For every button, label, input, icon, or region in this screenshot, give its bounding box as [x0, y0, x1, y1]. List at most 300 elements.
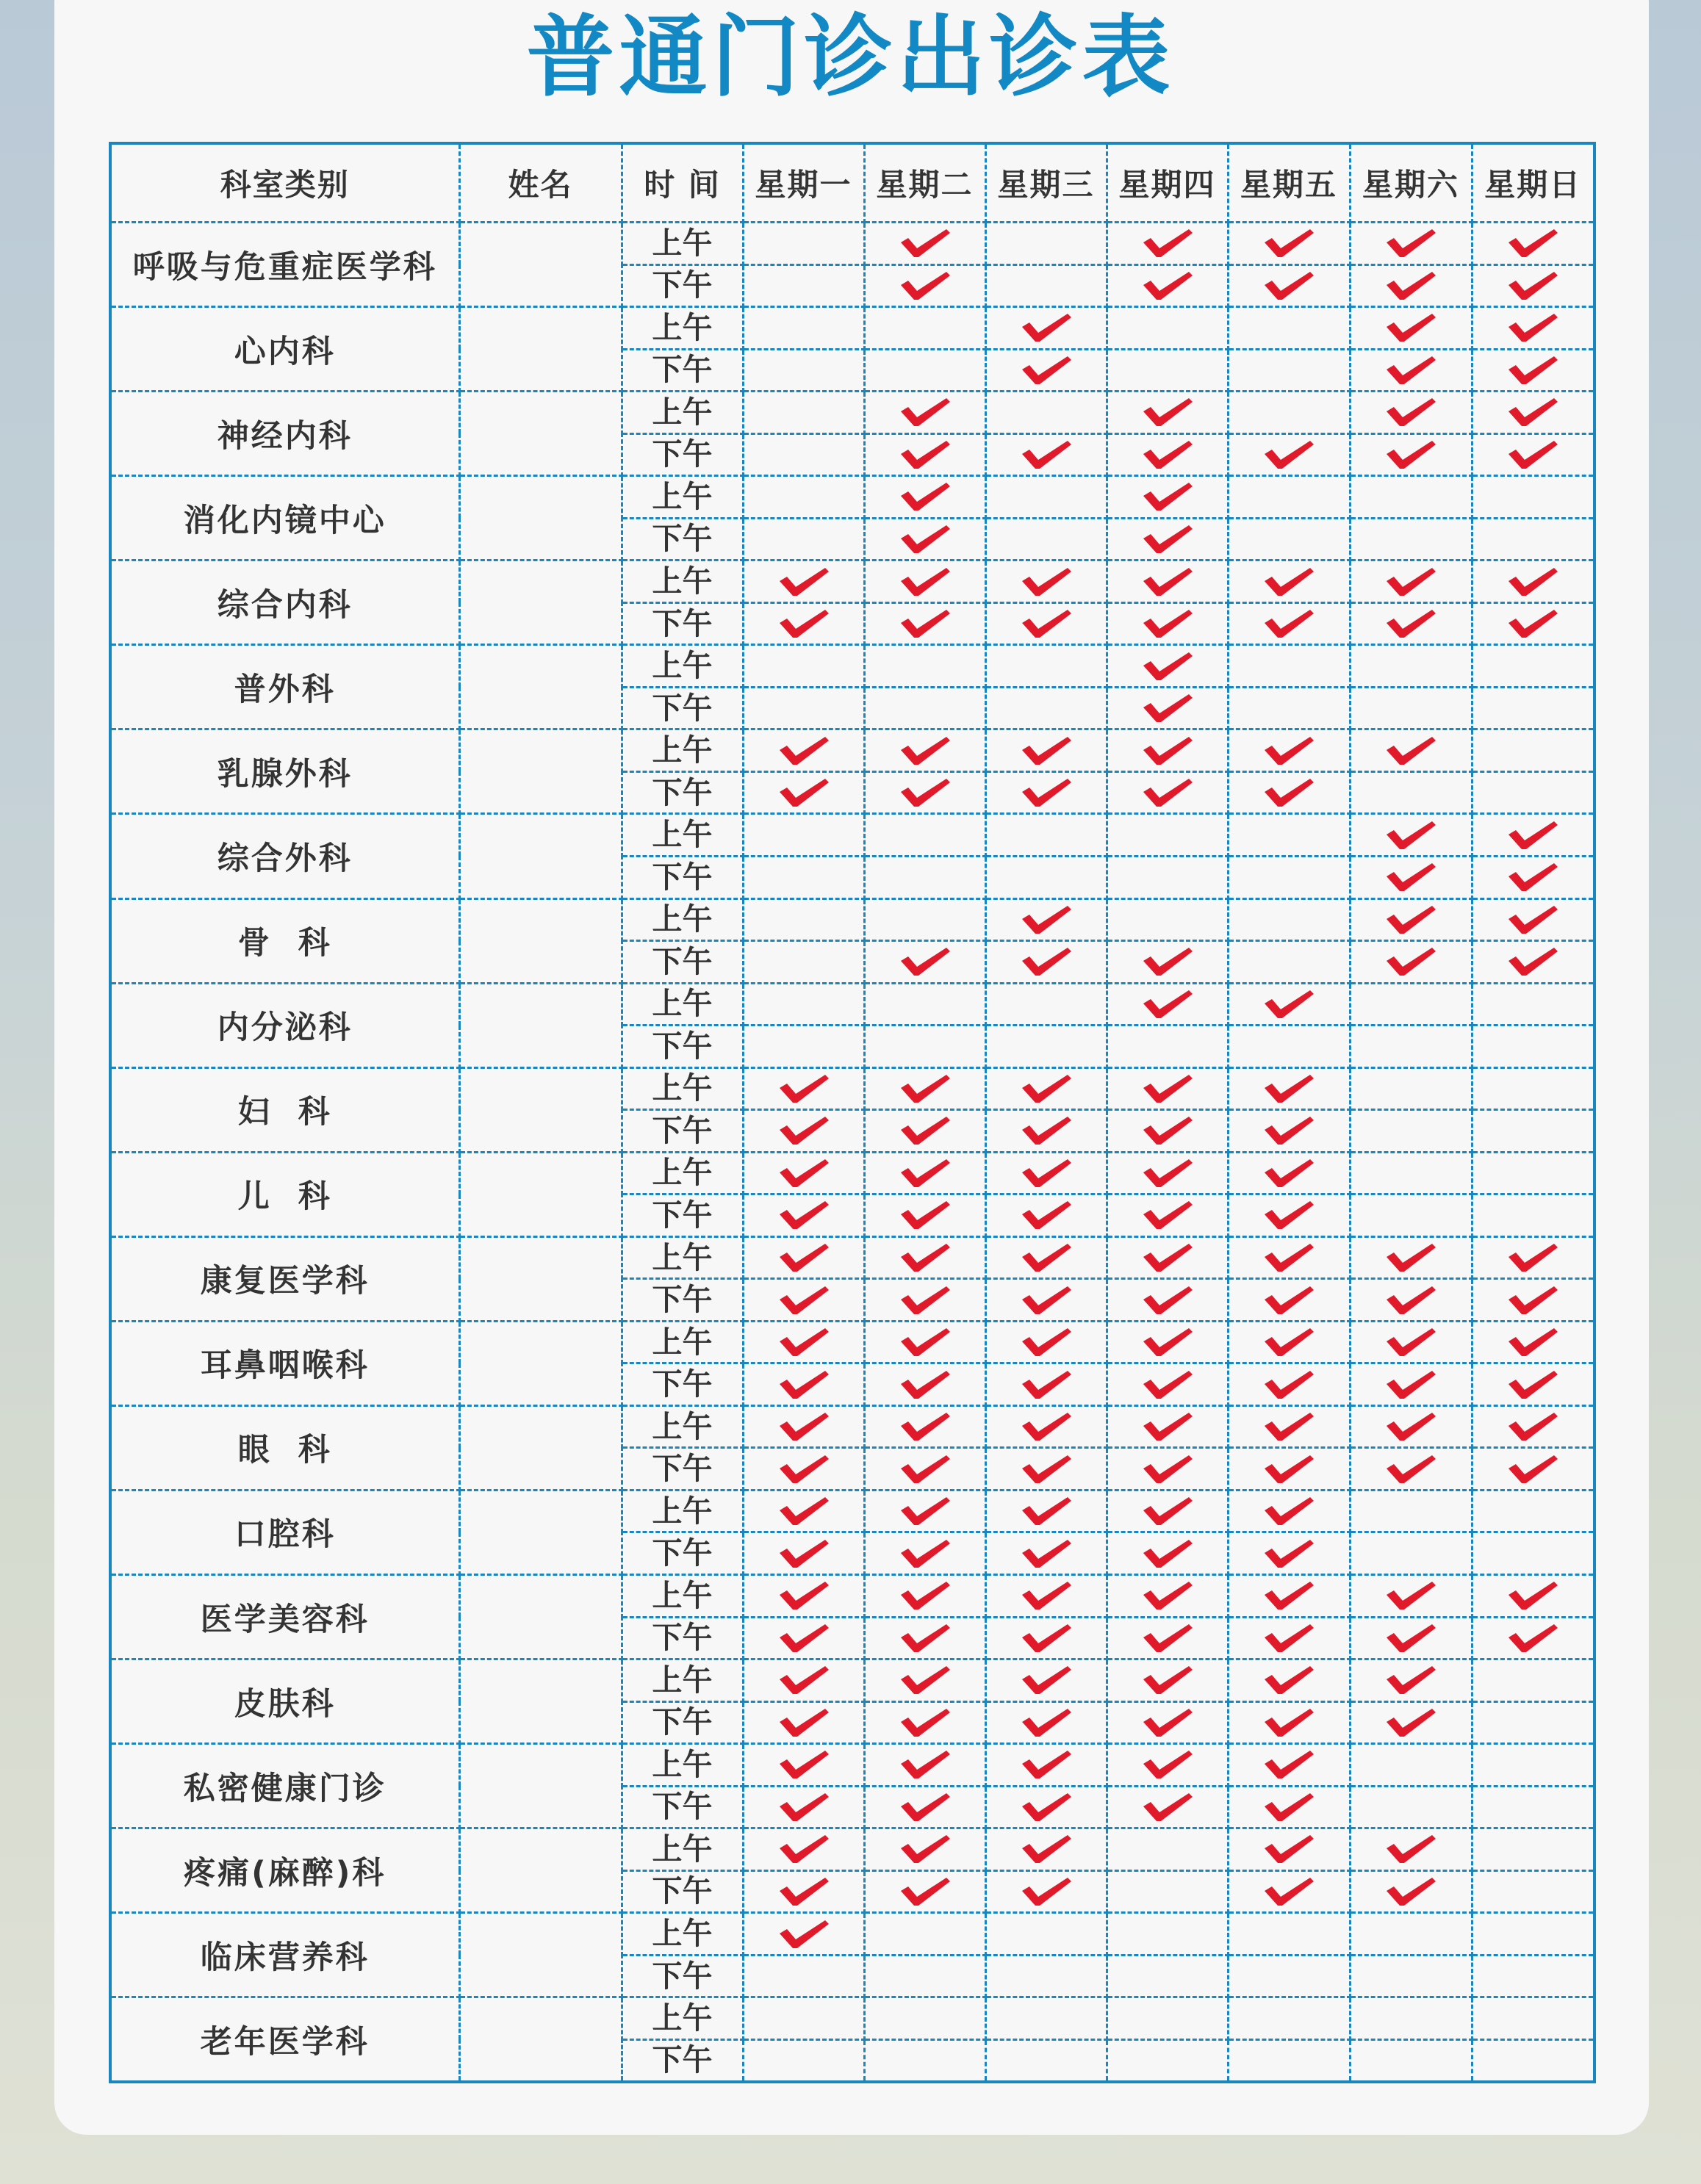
- schedule-cell: [1472, 1532, 1594, 1575]
- schedule-cell: [985, 771, 1107, 814]
- schedule-cell: [1350, 433, 1472, 476]
- check-icon: [1140, 269, 1195, 303]
- schedule-row: [110, 1575, 1594, 1618]
- check-icon: [1019, 1494, 1074, 1528]
- department-name: 医学美容科: [110, 1575, 459, 1659]
- schedule-cell: [743, 1067, 864, 1110]
- schedule-cell: [1107, 2039, 1228, 2082]
- schedule-cell: [1350, 1870, 1472, 1913]
- doctor-name-cell: [459, 983, 622, 1067]
- doctor-name-cell: [459, 1744, 622, 1828]
- period-pm: 下午: [622, 856, 743, 898]
- schedule-cell: [743, 1617, 864, 1659]
- schedule-cell: [864, 392, 985, 434]
- department-name: 疼痛(麻醉)科: [110, 1828, 459, 1913]
- check-icon: [1019, 1114, 1074, 1147]
- schedule-cell: [1107, 1659, 1228, 1702]
- schedule-cell: [1350, 1448, 1472, 1491]
- schedule-table: [109, 142, 1596, 2083]
- check-icon: [1019, 1832, 1074, 1866]
- schedule-cell: [864, 687, 985, 729]
- check-icon: [898, 945, 952, 979]
- check-icon: [1384, 945, 1438, 979]
- check-icon: [1019, 903, 1074, 937]
- check-icon: [1019, 1621, 1074, 1655]
- check-icon: [1384, 1579, 1438, 1612]
- check-icon: [1019, 565, 1074, 599]
- schedule-cell: [743, 645, 864, 688]
- department-name: 消化内镜中心: [110, 476, 459, 561]
- schedule-cell: [1472, 1236, 1594, 1279]
- check-icon: [898, 607, 952, 641]
- schedule-cell: [1107, 1532, 1228, 1575]
- schedule-cell: [864, 1067, 985, 1110]
- schedule-cell: [864, 729, 985, 772]
- schedule-cell: [743, 941, 864, 984]
- schedule-cell: [864, 898, 985, 941]
- schedule-cell: [743, 264, 864, 307]
- schedule-cell: [1350, 771, 1472, 814]
- check-icon: [1506, 607, 1560, 641]
- check-icon: [1384, 395, 1438, 429]
- check-icon: [1140, 987, 1195, 1021]
- check-icon: [1384, 311, 1438, 345]
- check-icon: [1019, 1537, 1074, 1571]
- check-icon: [1384, 1875, 1438, 1909]
- schedule-cell: [864, 1405, 985, 1448]
- check-icon: [1140, 1706, 1195, 1740]
- schedule-cell: [1350, 1955, 1472, 1997]
- check-icon: [1384, 1663, 1438, 1697]
- schedule-cell: [1107, 1997, 1228, 2040]
- period-pm: 下午: [622, 349, 743, 392]
- check-icon: [1506, 1452, 1560, 1486]
- check-icon: [1262, 565, 1316, 599]
- schedule-cell: [985, 1701, 1107, 1744]
- schedule-cell: [1350, 1490, 1472, 1532]
- schedule-cell: [743, 1448, 864, 1491]
- schedule-cell: [1472, 1575, 1594, 1618]
- schedule-cell: [1228, 1913, 1350, 1956]
- schedule-cell: [1472, 1194, 1594, 1237]
- schedule-row: [110, 645, 1594, 688]
- schedule-cell: [1472, 898, 1594, 941]
- check-icon: [1262, 607, 1316, 641]
- schedule-cell: [985, 1913, 1107, 1956]
- check-icon: [1384, 860, 1438, 894]
- period-pm: 下午: [622, 941, 743, 984]
- check-icon: [1262, 1072, 1316, 1106]
- schedule-cell: [985, 223, 1107, 265]
- schedule-cell: [743, 2039, 864, 2082]
- doctor-name-cell: [459, 561, 622, 645]
- schedule-cell: [1107, 1236, 1228, 1279]
- schedule-cell: [1350, 1659, 1472, 1702]
- schedule-cell: [1228, 1321, 1350, 1363]
- schedule-cell: [1228, 1659, 1350, 1702]
- schedule-cell: [1472, 264, 1594, 307]
- period-pm: 下午: [622, 1786, 743, 1828]
- check-icon: [777, 776, 831, 810]
- check-icon: [1506, 565, 1560, 599]
- check-icon: [898, 1198, 952, 1232]
- doctor-name-cell: [459, 1575, 622, 1659]
- department-name: 儿 科: [110, 1152, 459, 1236]
- schedule-cell: [1472, 561, 1594, 603]
- check-icon: [1140, 1663, 1195, 1697]
- department-name: 乳腺外科: [110, 729, 459, 814]
- schedule-cell: [864, 561, 985, 603]
- schedule-cell: [1472, 1913, 1594, 1956]
- check-icon: [898, 1452, 952, 1486]
- period-am: 上午: [622, 1236, 743, 1279]
- schedule-row: [110, 1490, 1594, 1532]
- check-icon: [1506, 945, 1560, 979]
- schedule-cell: [743, 1744, 864, 1787]
- schedule-cell: [1228, 476, 1350, 519]
- schedule-cell: [1350, 2039, 1472, 2082]
- schedule-cell: [1350, 1194, 1472, 1237]
- check-icon: [1262, 1198, 1316, 1232]
- schedule-cell: [985, 307, 1107, 350]
- schedule-cell: [743, 1363, 864, 1406]
- check-icon: [898, 1114, 952, 1147]
- header-day-2: 星期二: [864, 143, 985, 223]
- schedule-cell: [743, 1955, 864, 1997]
- schedule-cell: [864, 1955, 985, 1997]
- schedule-cell: [985, 1659, 1107, 1702]
- schedule-row: [110, 898, 1594, 941]
- doctor-name-cell: [459, 307, 622, 392]
- schedule-cell: [1472, 983, 1594, 1026]
- schedule-cell: [743, 1110, 864, 1153]
- check-icon: [1140, 438, 1195, 472]
- schedule-cell: [985, 1997, 1107, 2040]
- schedule-cell: [1350, 1997, 1472, 2040]
- schedule-cell: [985, 1448, 1107, 1491]
- schedule-cell: [985, 433, 1107, 476]
- header-dept: 科室类别: [110, 143, 459, 223]
- schedule-cell: [1107, 1744, 1228, 1787]
- period-am: 上午: [622, 1152, 743, 1194]
- schedule-cell: [1350, 941, 1472, 984]
- period-am: 上午: [622, 1659, 743, 1702]
- schedule-cell: [1472, 2039, 1594, 2082]
- schedule-cell: [1472, 1659, 1594, 1702]
- schedule-cell: [864, 349, 985, 392]
- check-icon: [777, 1621, 831, 1655]
- schedule-cell: [1228, 264, 1350, 307]
- schedule-row: [110, 814, 1594, 857]
- schedule-cell: [1228, 1828, 1350, 1871]
- schedule-cell: [864, 307, 985, 350]
- schedule-cell: [743, 1870, 864, 1913]
- check-icon: [777, 1537, 831, 1571]
- period-am: 上午: [622, 1321, 743, 1363]
- schedule-cell: [1107, 1363, 1228, 1406]
- schedule-cell: [985, 1405, 1107, 1448]
- schedule-cell: [864, 518, 985, 561]
- schedule-cell: [864, 2039, 985, 2082]
- schedule-cell: [985, 1744, 1107, 1787]
- check-icon: [1384, 1832, 1438, 1866]
- check-icon: [1506, 395, 1560, 429]
- check-icon: [1262, 438, 1316, 472]
- check-icon: [777, 1579, 831, 1612]
- header-day-4: 星期四: [1107, 143, 1228, 223]
- check-icon: [1262, 1748, 1316, 1781]
- check-icon: [898, 1875, 952, 1909]
- schedule-cell: [864, 1110, 985, 1153]
- schedule-cell: [864, 941, 985, 984]
- period-pm: 下午: [622, 2039, 743, 2082]
- period-am: 上午: [622, 814, 743, 857]
- period-am: 上午: [622, 645, 743, 688]
- department-name: 私密健康门诊: [110, 1744, 459, 1828]
- schedule-cell: [1107, 1321, 1228, 1363]
- department-name: 老年医学科: [110, 1997, 459, 2082]
- schedule-cell: [743, 392, 864, 434]
- schedule-cell: [743, 1026, 864, 1068]
- department-name: 内分泌科: [110, 983, 459, 1067]
- schedule-cell: [985, 729, 1107, 772]
- check-icon: [1140, 1072, 1195, 1106]
- schedule-cell: [985, 476, 1107, 519]
- check-icon: [1506, 1621, 1560, 1655]
- schedule-cell: [1228, 687, 1350, 729]
- schedule-cell: [864, 223, 985, 265]
- period-am: 上午: [622, 1575, 743, 1618]
- check-icon: [1506, 353, 1560, 387]
- schedule-cell: [1107, 1067, 1228, 1110]
- check-icon: [1019, 1072, 1074, 1106]
- period-pm: 下午: [622, 1532, 743, 1575]
- schedule-cell: [1350, 1617, 1472, 1659]
- schedule-cell: [743, 602, 864, 645]
- schedule-cell: [1472, 645, 1594, 688]
- check-icon: [1506, 311, 1560, 345]
- schedule-cell: [1472, 1067, 1594, 1110]
- schedule-cell: [743, 771, 864, 814]
- schedule-cell: [1472, 771, 1594, 814]
- schedule-cell: [864, 1659, 985, 1702]
- schedule-cell: [743, 1405, 864, 1448]
- schedule-cell: [1228, 1532, 1350, 1575]
- check-icon: [1140, 1368, 1195, 1402]
- schedule-cell: [1228, 814, 1350, 857]
- check-icon: [898, 395, 952, 429]
- schedule-cell: [1107, 856, 1228, 898]
- schedule-cell: [1228, 729, 1350, 772]
- check-icon: [898, 480, 952, 513]
- schedule-cell: [864, 645, 985, 688]
- check-icon: [777, 1748, 831, 1781]
- doctor-name-cell: [459, 814, 622, 898]
- check-icon: [1262, 1790, 1316, 1824]
- schedule-cell: [1107, 898, 1228, 941]
- schedule-cell: [985, 1532, 1107, 1575]
- check-icon: [1019, 1452, 1074, 1486]
- schedule-cell: [1107, 1870, 1228, 1913]
- schedule-cell: [864, 1026, 985, 1068]
- schedule-cell: [1228, 349, 1350, 392]
- schedule-cell: [985, 1152, 1107, 1194]
- check-icon: [1262, 1494, 1316, 1528]
- schedule-cell: [864, 1321, 985, 1363]
- department-name: 普外科: [110, 645, 459, 729]
- period-am: 上午: [622, 983, 743, 1026]
- check-icon: [1262, 1283, 1316, 1317]
- check-icon: [1262, 776, 1316, 810]
- schedule-cell: [1228, 771, 1350, 814]
- schedule-cell: [1350, 476, 1472, 519]
- check-icon: [1262, 1621, 1316, 1655]
- check-icon: [1140, 1325, 1195, 1359]
- check-icon: [1384, 1410, 1438, 1444]
- check-icon: [1384, 269, 1438, 303]
- check-icon: [1140, 480, 1195, 513]
- period-am: 上午: [622, 223, 743, 265]
- schedule-cell: [1472, 1786, 1594, 1828]
- schedule-row: [110, 1067, 1594, 1110]
- schedule-cell: [864, 771, 985, 814]
- schedule-cell: [1107, 1405, 1228, 1448]
- schedule-cell: [1472, 1026, 1594, 1068]
- schedule-cell: [1228, 433, 1350, 476]
- check-icon: [1140, 226, 1195, 260]
- schedule-cell: [743, 1828, 864, 1871]
- schedule-cell: [864, 476, 985, 519]
- doctor-name-cell: [459, 1405, 622, 1490]
- schedule-cell: [1472, 729, 1594, 772]
- period-pm: 下午: [622, 1870, 743, 1913]
- schedule-row: [110, 1997, 1594, 2040]
- schedule-cell: [1350, 687, 1472, 729]
- check-icon: [898, 1156, 952, 1190]
- schedule-cell: [864, 433, 985, 476]
- check-icon: [1019, 1875, 1074, 1909]
- check-icon: [1262, 1832, 1316, 1866]
- schedule-cell: [1350, 1279, 1472, 1322]
- check-icon: [1262, 1368, 1316, 1402]
- doctor-name-cell: [459, 1490, 622, 1574]
- check-icon: [1140, 1790, 1195, 1824]
- schedule-cell: [743, 1701, 864, 1744]
- check-icon: [1262, 1114, 1316, 1147]
- schedule-cell: [743, 1575, 864, 1618]
- schedule-cell: [1350, 392, 1472, 434]
- schedule-row: [110, 1744, 1594, 1787]
- period-pm: 下午: [622, 602, 743, 645]
- schedule-cell: [1350, 349, 1472, 392]
- schedule-cell: [1472, 1405, 1594, 1448]
- doctor-name-cell: [459, 223, 622, 307]
- schedule-cell: [1228, 1870, 1350, 1913]
- schedule-cell: [1350, 645, 1472, 688]
- schedule-cell: [1350, 1110, 1472, 1153]
- schedule-cell: [1472, 476, 1594, 519]
- check-icon: [1019, 607, 1074, 641]
- schedule-cell: [1472, 1490, 1594, 1532]
- schedule-cell: [1107, 941, 1228, 984]
- check-icon: [1019, 776, 1074, 810]
- check-icon: [777, 1241, 831, 1275]
- check-icon: [1019, 1325, 1074, 1359]
- schedule-cell: [1107, 1913, 1228, 1956]
- schedule-cell: [985, 1279, 1107, 1322]
- schedule-cell: [1472, 1279, 1594, 1322]
- schedule-cell: [1107, 1110, 1228, 1153]
- check-icon: [777, 607, 831, 641]
- check-icon: [1506, 1410, 1560, 1444]
- check-icon: [1019, 734, 1074, 768]
- check-icon: [1019, 1241, 1074, 1275]
- schedule-cell: [743, 856, 864, 898]
- schedule-cell: [1228, 1067, 1350, 1110]
- schedule-cell: [1107, 1786, 1228, 1828]
- check-icon: [1506, 860, 1560, 894]
- period-pm: 下午: [622, 1617, 743, 1659]
- schedule-row: [110, 1659, 1594, 1702]
- check-icon: [1384, 1621, 1438, 1655]
- check-icon: [1262, 1663, 1316, 1697]
- department-name: 神经内科: [110, 392, 459, 476]
- schedule-cell: [743, 814, 864, 857]
- schedule-cell: [1107, 687, 1228, 729]
- schedule-cell: [1350, 264, 1472, 307]
- check-icon: [1140, 565, 1195, 599]
- schedule-cell: [1107, 1490, 1228, 1532]
- schedule-cell: [1228, 1405, 1350, 1448]
- doctor-name-cell: [459, 898, 622, 983]
- check-icon: [1019, 438, 1074, 472]
- schedule-cell: [1472, 518, 1594, 561]
- period-pm: 下午: [622, 264, 743, 307]
- schedule-cell: [985, 814, 1107, 857]
- schedule-cell: [1350, 1744, 1472, 1787]
- check-icon: [1140, 1452, 1195, 1486]
- doctor-name-cell: [459, 1321, 622, 1405]
- check-icon: [898, 269, 952, 303]
- check-icon: [898, 1241, 952, 1275]
- schedule-cell: [1472, 1997, 1594, 2040]
- schedule-cell: [1107, 223, 1228, 265]
- check-icon: [1262, 1156, 1316, 1190]
- header-name: 姓名: [459, 143, 622, 223]
- check-icon: [898, 565, 952, 599]
- check-icon: [1262, 734, 1316, 768]
- schedule-cell: [1472, 1152, 1594, 1194]
- schedule-cell: [1472, 1448, 1594, 1491]
- period-am: 上午: [622, 561, 743, 603]
- check-icon: [1019, 945, 1074, 979]
- schedule-cell: [743, 223, 864, 265]
- schedule-cell: [1107, 1828, 1228, 1871]
- check-icon: [1384, 903, 1438, 937]
- check-icon: [777, 1114, 831, 1147]
- department-name: 呼吸与危重症医学科: [110, 223, 459, 307]
- doctor-name-cell: [459, 476, 622, 561]
- check-icon: [777, 1283, 831, 1317]
- check-icon: [1140, 1621, 1195, 1655]
- schedule-cell: [985, 392, 1107, 434]
- schedule-row: [110, 1913, 1594, 1956]
- schedule-cell: [1228, 1955, 1350, 1997]
- header-day-1: 星期一: [743, 143, 864, 223]
- check-icon: [1262, 1706, 1316, 1740]
- schedule-cell: [1107, 264, 1228, 307]
- schedule-cell: [1472, 687, 1594, 729]
